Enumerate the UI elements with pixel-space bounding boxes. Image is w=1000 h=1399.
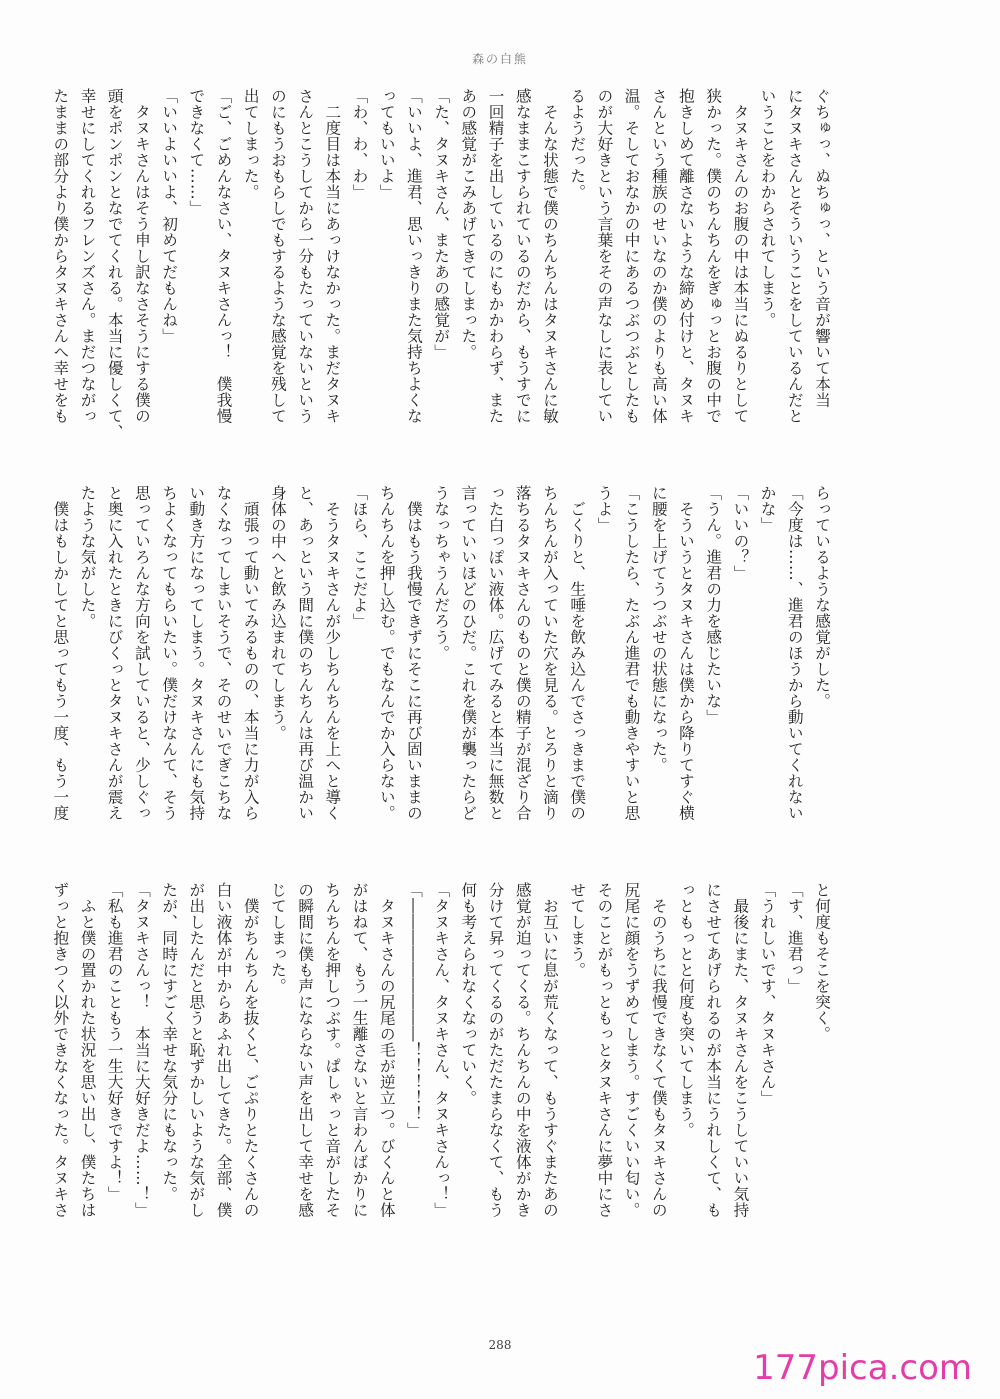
text-line: 「いいよ、進君、思いっきりまた気持ちよくな [404, 88, 423, 424]
text-line: が出したんだと思うと恥ずかしいような気がし [187, 882, 206, 1218]
text-line: ごくりと、生唾を飲み込んでさっきまで僕の [568, 485, 587, 821]
text-line: い動き方になってしまう。タヌキさんにも気持 [187, 485, 206, 821]
text-line: と奥に入れたときにびくっとタヌキさんが震え [105, 485, 124, 821]
page-number: 288 [488, 1338, 512, 1352]
text-line: 「うれしいです、タヌキさん」 [758, 882, 777, 1106]
text-line: にタヌキさんとそういうことをしているんだと [785, 88, 804, 424]
text-line: うなっちゃうんだろう。 [432, 485, 451, 661]
text-line: 思っていろんな方向を試していると、少しぐっ [132, 485, 151, 821]
text-line: ぐちゅっ、ぬちゅっ、という音が響いて本当 [813, 88, 831, 408]
text-line: タヌキさんの尻尾の毛が逆立つ。びくんと体 [377, 882, 396, 1218]
text-line: たままの部分より僕からタヌキさんへ幸せをも [51, 88, 70, 424]
text-line: たような気がした。 [78, 485, 97, 629]
text-line: 「タヌキさんっ！ 本当に大好きだよ……！」 [132, 882, 151, 1218]
text-line: 頑張って動いてみるものの、本当に力が入ら [241, 485, 260, 821]
text-line: ちんちんを押し込む。でもなんでか入らない。 [377, 485, 396, 821]
text-line: じてしまった。 [268, 882, 287, 994]
text-line: 「わ、わ、わ」 [350, 88, 369, 200]
text-line: 白い液体が中からあふれ出してきた。全部、僕 [214, 882, 233, 1218]
text-line: がはねて、もう一生離さないと言わんばかりに [350, 882, 369, 1218]
text-line: ちんちんを押しつぶす。ぱしゃっと音がしたそ [323, 882, 342, 1218]
text-line: 二度目は本当にあっけなかった。まだタヌキ [323, 88, 342, 424]
text-line: 「タヌキさん、タヌキさん、タヌキさんっ！」 [432, 882, 451, 1218]
text-line: 分けて昇ってくるのがただたまらなくて、もう [486, 882, 505, 1218]
text-line: 「私も進君のこともう一生大好きですよ！」 [105, 882, 124, 1202]
text-line: 抱きしめて離さないような締め付けと、タヌキ [676, 88, 695, 424]
text-line: できなくて……」 [187, 88, 206, 216]
text-line: さんという種族のせいなのか僕のよりも高い体 [649, 88, 668, 424]
text-line: と、あっという間に僕のちんちんは再び温かい [296, 485, 315, 821]
text-line: 「ご、ごめんなさい、タヌキさんっ！ 僕我慢 [214, 88, 233, 424]
text-line: 一回精子を出しているのにもかかわらず、また [486, 88, 505, 424]
text-line: 「―――――――――！！！！！」 [404, 882, 423, 1138]
text-line: 「ほら、ここだよ」 [350, 485, 369, 629]
text-line: 出てしまった。 [241, 88, 260, 200]
text-line: 幸せにしてくれるフレンズさん。まだつながっ [78, 88, 97, 424]
text-line: 「す、進君っ」 [785, 882, 804, 994]
text-line: らっているような感覚がした。 [813, 485, 831, 709]
text-line: 何も考えられなくなっていく。 [459, 882, 478, 1106]
text-line: 僕がちんちんを抜くと、ごぷりとたくさんの [241, 882, 260, 1218]
text-line: 狭かった。僕のちんちんをぎゅっとお腹の中で [704, 88, 723, 424]
text-line: ずっと抱きつく以外できなくなった。タヌキさ [51, 882, 70, 1218]
text-line: 「うん。進君の力を感じたいな」 [704, 485, 723, 725]
text-line: そういうとタヌキさんは僕から降りてすぐ横 [676, 485, 695, 821]
vertical-text-block [51, 485, 835, 855]
text-line: そんな状態で僕のちんちんはタヌキさんに敏 [540, 88, 559, 424]
text-line: うよ」 [595, 485, 614, 533]
text-line: るようだった。 [568, 88, 587, 200]
text-line: の瞬間に僕も声にならない声を出して幸せを感 [296, 882, 315, 1218]
text-line: ってもいいよ」 [377, 88, 396, 200]
text-line: 感なままこすられているのだから、もうすでに [513, 88, 532, 424]
text-line: 僕はもう我慢できずにそこに再び固いままの [404, 485, 423, 821]
text-line: お互いに息が荒くなって、もうすぐまたあの [540, 882, 559, 1218]
text-tier-middle [51, 485, 835, 855]
text-line: 「いいの？」 [731, 485, 750, 581]
text-line: 最後にまた、タヌキさんをこうしていい気持 [731, 882, 750, 1218]
text-line: そのことがもっともっとタヌキさんに夢中にさ [595, 882, 614, 1218]
text-line: のにもうおもらしでもするような感覚を残して [268, 88, 287, 424]
text-line: ふと僕の置かれた状況を思い出し、僕たちは [78, 882, 97, 1218]
site-watermark: 177pica.com [753, 1348, 972, 1388]
text-line: 温。そしておなかの中にあるつぶつぶとしたも [622, 88, 641, 424]
text-line: タヌキさんはそう申し訳なさそうにする僕の [132, 88, 151, 424]
vertical-text-block [51, 882, 835, 1252]
text-line: 感覚が迫ってくる。ちんちんの中を液体がかき [513, 882, 532, 1218]
text-line: かな」 [758, 485, 777, 533]
text-line: 言っていいほどのひだ。これを僕が襲ったらど [459, 485, 478, 821]
text-line: なくなってしまいそうで、そのせいでぎこちな [214, 485, 233, 821]
text-line: と何度もそこを突く。 [813, 882, 831, 1042]
text-line: タヌキさんのお腹の中は本当にぬるりとして [731, 88, 750, 424]
text-line: たが、同時にすごく幸せな気分にもなった。 [160, 882, 179, 1202]
text-line: そのうちに我慢できなくて僕もタヌキさんの [649, 882, 668, 1218]
text-line: 「今度は……、進君のほうから動いてくれない [785, 485, 804, 821]
text-line: 僕はもしかしてと思ってもう一度、もう一度 [51, 485, 70, 821]
vertical-text-block [51, 88, 835, 458]
text-line: にさせてあげられるのが本当にうれしくて、も [704, 882, 723, 1218]
running-header: 森の白熊 [471, 52, 528, 66]
text-line: 頭をポンポンとなでてくれる。本当に優しくて、 [105, 88, 124, 440]
text-line: 「こうしたら、たぶん進君でも動きやすいと思 [622, 485, 641, 821]
text-line: のが大好きという言葉をその声なしに表してい [595, 88, 614, 424]
text-line: そうタヌキさんが少しちんちんを上へと導く [323, 485, 342, 821]
text-line: 落ちるタヌキさんのものと僕の精子が混ざり合 [513, 485, 532, 821]
text-line: 尻尾に顔をうずめてしまう。すごくいい匂い。 [622, 882, 641, 1218]
text-line: った白っぽい液体。広げてみると本当に無数と [486, 485, 505, 821]
text-tier-top [51, 88, 835, 458]
text-line: 「た、タヌキさん、またあの感覚が」 [432, 88, 451, 360]
text-line: 身体の中へと飲み込まれてしまう。 [268, 485, 287, 741]
text-line: 「いいよいいよ、初めてだもんね」 [160, 88, 179, 344]
text-line: さんとこうしてから一分もたっていないという [296, 88, 315, 424]
text-line: せてしまう。 [568, 882, 587, 978]
text-tier-bottom [51, 882, 835, 1252]
text-line: ちよくなってもらいたい。僕だけなんて、そう [160, 485, 179, 821]
text-line: あの感覚がこみあげてきてしまった。 [459, 88, 478, 360]
text-line: っともっとと何度も突いてしまう。 [676, 882, 695, 1138]
text-line: に腰を上げてうつぶせの状態になった。 [649, 485, 668, 773]
text-line: ちんちんが入っていた穴を見る。とろりと滴り [540, 485, 559, 821]
text-line: いうことをわからされてしまう。 [758, 88, 777, 328]
